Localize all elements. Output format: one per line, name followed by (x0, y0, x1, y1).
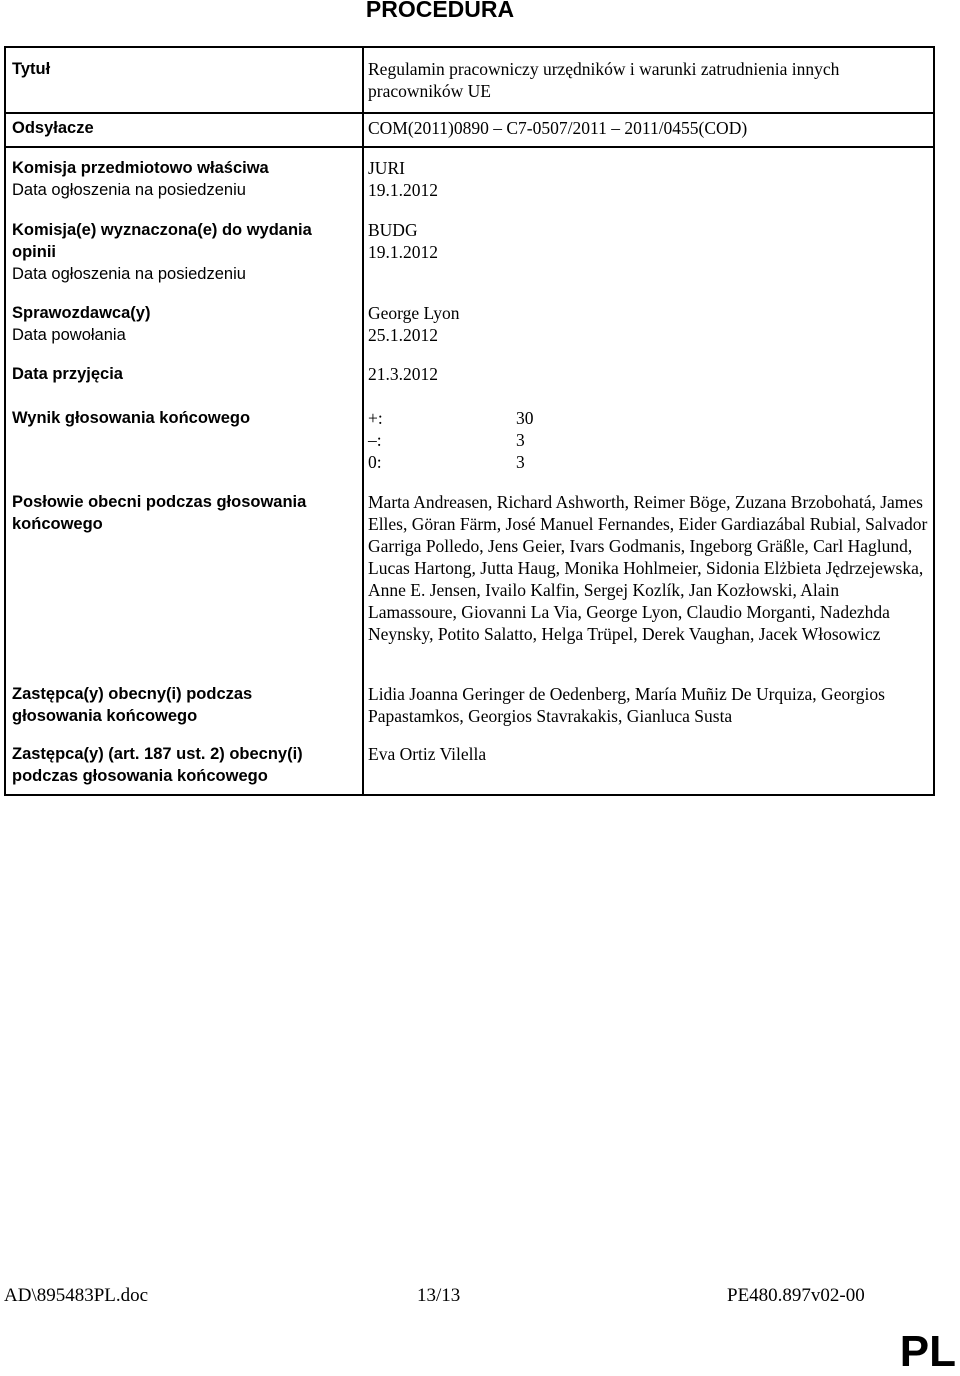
row-separator (6, 146, 933, 148)
committee-code: BUDG (368, 220, 418, 240)
rapporteur-date: 25.1.2012 (368, 325, 438, 345)
title-value-line: pracowników UE (368, 81, 491, 101)
row-separator (6, 112, 933, 114)
members-present-value: Marta Andreasen, Richard Ashworth, Reimer Böge, Zuzana Brzobohatá, James Elles, Göran Färm, José Manuel Fernandes, Eider Gardiazábal Rubial, Salvador Garriga Polledo, Jens Geier, Ivars Godmanis, Ingeborg Gräßle, Carl Haglund, Lucas Hartong, Jutta Haug, Monika Hohlmeier, Sidonia Elżbieta Jędrzejewska, Anne E. Jensen, Ivailo Kalfin, Sergej Kozlík, Jan Kozłowski, Alain Lamassoure, Giovanni La Via, George Lyon, Claudio Morganti, Nadezhda Neynsky, Potito Salatto, Helga Trüpel, Derek Vaughan, Jacek Włosowicz (368, 492, 928, 644)
responsible-committee-label (12, 157, 352, 201)
opinion-committee-title: Komisja(e) wyznaczona(e) do wydania opinii (12, 221, 312, 261)
vote-abstain-count: 3 (516, 452, 525, 472)
footer-page-number: 13/13 (417, 1285, 461, 1306)
rapporteur-value (368, 302, 928, 346)
appointment-date-label: Data powołania (12, 326, 126, 344)
committee-code: JURI (368, 158, 405, 178)
final-vote-results (368, 407, 928, 473)
title-label: Tytuł (12, 60, 51, 78)
vote-against-symbol: –: (368, 430, 382, 450)
footer-reference: PE480.897v02-00 (727, 1285, 865, 1306)
vote-for-row (368, 407, 928, 429)
announcement-date-label: Data ogłoszenia na posiedzeniu (12, 265, 246, 283)
procedure-table (4, 46, 935, 796)
adoption-date-label: Data przyjęcia (12, 365, 123, 383)
members-present-label: Posłowie obecni podczas głosowania końcowego (12, 493, 307, 533)
language-code: PL (899, 1327, 956, 1376)
responsible-committee-title: Komisja przedmiotowo właściwa (12, 159, 269, 177)
substitutes-187-value: Eva Ortiz Vilella (368, 744, 487, 764)
title-value-line: Regulamin pracowniczy urzędników i warunki zatrudnienia innych (368, 59, 840, 79)
column-divider (362, 48, 364, 794)
vote-abstain-row (368, 451, 928, 473)
footer-filename: AD\895483PL.doc (4, 1285, 149, 1306)
responsible-committee-value (368, 157, 928, 201)
vote-abstain-symbol: 0: (368, 452, 382, 472)
opinion-committee-label (12, 219, 342, 285)
vote-against-row (368, 429, 928, 451)
title-value (368, 58, 928, 102)
committee-date: 19.1.2012 (368, 180, 438, 200)
vote-against-count: 3 (516, 430, 525, 450)
rapporteur-label (12, 302, 352, 346)
vote-for-count: 30 (516, 408, 534, 428)
rapporteur-title: Sprawozdawca(y) (12, 304, 151, 322)
references-value: COM(2011)0890 – C7-0507/2011 – 2011/0455(COD) (368, 118, 748, 138)
vote-for-symbol: +: (368, 408, 383, 428)
substitutes-187-label: Zastępca(y) (art. 187 ust. 2) obecny(i) podczas głosowania końcowego (12, 745, 303, 785)
rapporteur-name: George Lyon (368, 303, 460, 323)
adoption-date-value: 21.3.2012 (368, 364, 438, 384)
substitutes-present-value: Lidia Joanna Geringer de Oedenberg, María Muñiz De Urquiza, Georgios Papastamkos, Georgios Stavrakakis, Gianluca Susta (368, 684, 885, 726)
announcement-date-label: Data ogłoszenia na posiedzeniu (12, 181, 246, 199)
substitutes-present-label: Zastępca(y) obecny(i) podczas głosowania końcowego (12, 685, 253, 725)
committee-date: 19.1.2012 (368, 242, 438, 262)
final-vote-label: Wynik głosowania końcowego (12, 409, 251, 427)
references-label: Odsyłacze (12, 119, 94, 137)
page-heading: PROCEDURA (365, 0, 515, 22)
opinion-committee-value (368, 219, 928, 263)
